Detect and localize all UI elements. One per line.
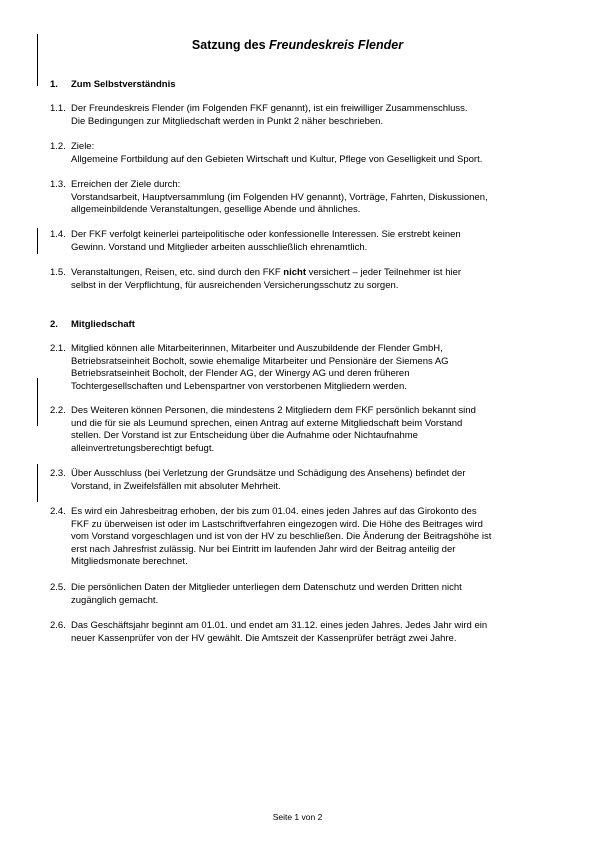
paragraph xyxy=(50,141,570,166)
paragraph-line: Allgemeine Fortbildung auf den Gebieten Wirtschaft und Kultur, Pflege von Geselligkeit und Sport. xyxy=(71,153,483,165)
paragraph-number: 2.4. xyxy=(50,506,66,517)
section-title: Mitgliedschaft xyxy=(71,319,135,330)
section-number: 2. xyxy=(50,319,58,330)
paragraph-line: Ziele: xyxy=(71,141,95,152)
document-title xyxy=(0,38,595,52)
section-title: Zum Selbstverständnis xyxy=(71,79,176,90)
paragraph-line: Gewinn. Vorstand und Mitglieder arbeiten ausschließlich ehrenamtlich. xyxy=(71,241,368,253)
paragraph-line: Mitglied können alle Mitarbeiterinnen, Mitarbeiter und Auszubildende der Flender GmbH, xyxy=(71,343,443,354)
paragraph-line: Der Freundeskreis Flender (im Folgenden FKF genannt), ist ein freiwilliger Zusammenschluss. xyxy=(71,103,468,114)
paragraph xyxy=(50,229,570,254)
paragraph-number: 2.5. xyxy=(50,582,66,593)
paragraph-line xyxy=(71,267,570,280)
text-run: versichert – jeder Teilnehmer ist hier xyxy=(306,267,462,278)
paragraph-line: erst nach Jahresfrist zulässig. Nur bei Eintritt im laufenden Jahr wird der Beitrag anteilig der xyxy=(71,543,456,555)
page-number: Seite 1 von 2 xyxy=(272,812,323,822)
paragraph-line: neuer Kassenprüfer von der HV gewählt. Die Amtszeit der Kassenprüfer beträgt zwei Jahre. xyxy=(71,632,457,644)
paragraph-line: selbst in der Verpflichtung, für ausreichenden Versicherungsschutz zu sorgen. xyxy=(71,279,399,291)
paragraph-line: und die für sie als Leumund sprechen, einen Antrag auf externe Mitgliedschaft beim Vorstand xyxy=(71,417,463,429)
change-bar xyxy=(37,378,38,426)
section-heading xyxy=(50,79,176,90)
paragraph-line: Erreichen der Ziele durch: xyxy=(71,179,181,190)
section-number: 1. xyxy=(50,79,58,90)
paragraph xyxy=(50,343,570,393)
paragraph-number: 1.2. xyxy=(50,141,66,152)
paragraph-number: 2.6. xyxy=(50,620,66,631)
paragraph-line: Mitgliedsmonate berechnet. xyxy=(71,556,188,567)
paragraph-number: 1.4. xyxy=(50,229,66,240)
paragraph xyxy=(50,103,570,128)
paragraph xyxy=(50,620,570,645)
change-bar xyxy=(37,228,38,254)
paragraph xyxy=(50,179,570,217)
paragraph-line: Des Weiteren können Personen, die mindestens 2 Mitgliedern dem FKF persönlich bekannt sind xyxy=(71,405,476,416)
paragraph-line: Vorstandsarbeit, Hauptversammlung (im Folgenden HV genannt), Vorträge, Fahrten, Diskussionen, xyxy=(71,191,488,203)
paragraph-number: 2.3. xyxy=(50,468,66,479)
text-run: Veranstaltungen, Reisen, etc. sind durch den FKF xyxy=(71,267,284,278)
paragraph-line: alleinvertretungsberechtigt befugt. xyxy=(71,442,215,454)
paragraph-number: 1.1. xyxy=(50,103,66,114)
paragraph-number: 1.3. xyxy=(50,179,66,190)
paragraph-number: 1.5. xyxy=(50,267,66,278)
paragraph xyxy=(50,267,570,292)
paragraph-line: Es wird ein Jahresbeitrag erhoben, der bis zum 01.04. eines jeden Jahres auf das Girokonto des xyxy=(71,506,477,517)
paragraph-line: Über Ausschluss (bei Verletzung der Grundsätze und Schädigung des Ansehens) befindet der xyxy=(71,468,466,479)
emphasis-text: nicht xyxy=(283,267,306,278)
paragraph xyxy=(50,506,570,569)
paragraph-line: allgemeinbildende Veranstaltungen, gesellige Abende und ähnliches. xyxy=(71,204,361,215)
paragraph-number: 2.1. xyxy=(50,343,66,354)
paragraph xyxy=(50,582,570,607)
paragraph-line: Betriebsratseinheit Bocholt, der Flender AG, der Winergy AG und deren früheren xyxy=(71,368,410,379)
paragraph-line: zugänglich gemacht. xyxy=(71,594,159,606)
change-bar xyxy=(37,464,38,502)
paragraph-line: Tochtergesellschaften und Lebenspartner von verstorbenen Mitgliedern werden. xyxy=(71,380,407,392)
paragraph-line: Das Geschäftsjahr beginnt am 01.01. und endet am 31.12. eines jeden Jahres. Jedes Jahr wird ein xyxy=(71,620,488,631)
paragraph-line: vom Vorstand vorgeschlagen und ist von der HV zu beschließen. Die Änderung der Beitragshöhe ist xyxy=(71,531,492,542)
paragraph-line: Die persönlichen Daten der Mitglieder unterliegen dem Datenschutz und werden Dritten nicht xyxy=(71,582,462,593)
paragraph xyxy=(50,405,570,455)
paragraph-line: Vorstand, in Zweifelsfällen mit absoluter Mehrheit. xyxy=(71,480,281,492)
paragraph-line: Betriebsratseinheit Bocholt, sowie ehemalige Mitarbeiter und Pensionäre der Siemens AG xyxy=(71,355,449,367)
paragraph xyxy=(50,468,570,493)
paragraph-line: stellen. Der Vorstand ist zur Entscheidung über die Aufnahme oder Nichtaufnahme xyxy=(71,430,418,441)
paragraph-number: 2.2. xyxy=(50,405,66,416)
paragraph-line: Der FKF verfolgt keinerlei parteipolitische oder konfessionelle Interessen. Sie erstrebt keinen xyxy=(71,229,461,240)
title-italic: Freundeskreis Flender xyxy=(269,38,404,52)
title-prefix: Satzung des xyxy=(191,38,269,52)
paragraph-line: FKF zu überweisen ist oder im Lastschriftverfahren eingezogen wird. Die Höhe des Beitrages wird xyxy=(71,518,483,530)
section-heading xyxy=(50,319,135,330)
paragraph-line: Die Bedingungen zur Mitgliedschaft werden in Punkt 2 näher beschrieben. xyxy=(71,115,384,127)
